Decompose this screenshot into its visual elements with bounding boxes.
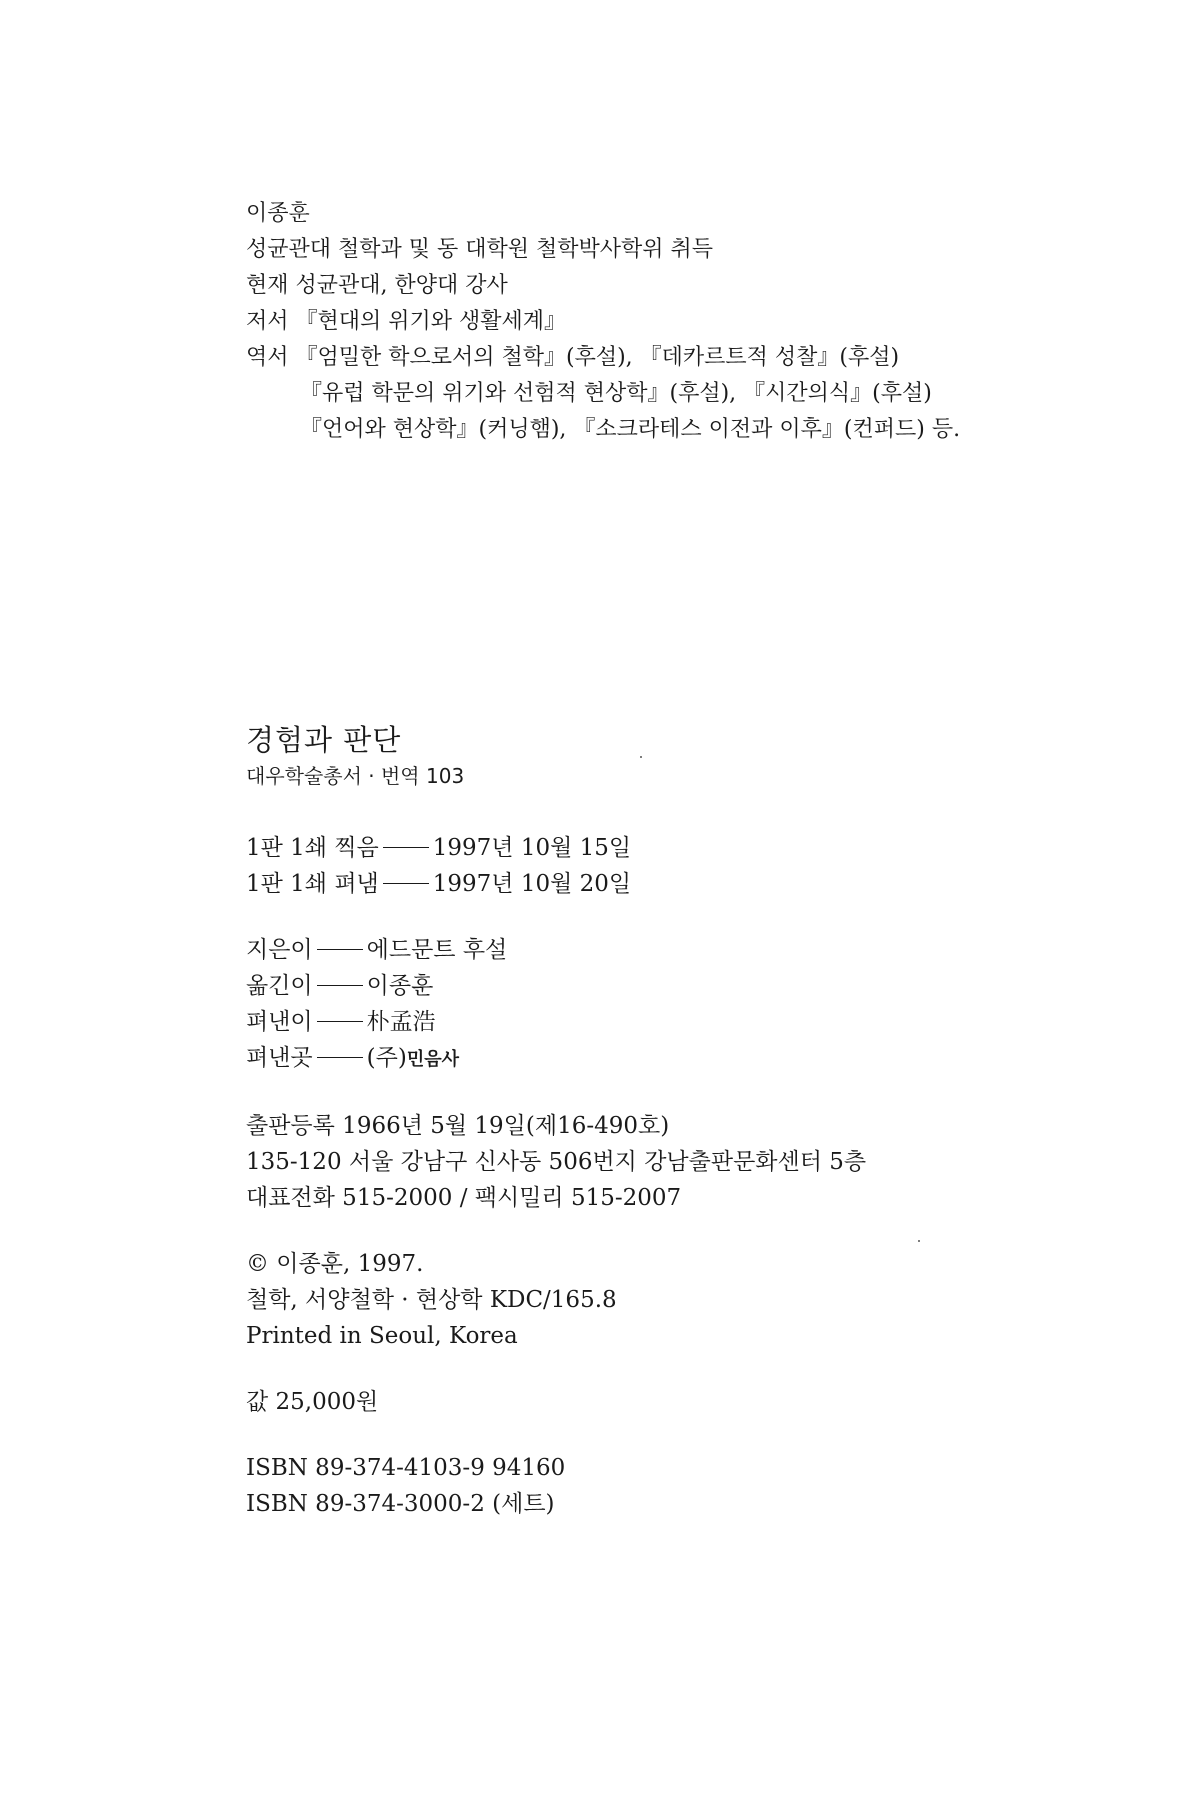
publishing-line — [246, 866, 866, 902]
em-dash — [317, 1021, 363, 1022]
bio-line-translations-cont-1: 『유럽 학문의 위기와 선험적 현상학』(후설), 『시간의식』(후설) — [300, 381, 932, 406]
printing-label: 1판 1쇄 찍음 — [246, 835, 379, 861]
isbn-block — [246, 1450, 866, 1522]
credit-publisher-person — [246, 1004, 866, 1040]
em-dash — [383, 847, 429, 848]
publisher-logo: 민음사 — [406, 1049, 459, 1070]
publisher-info — [246, 1108, 866, 1216]
credits — [246, 932, 866, 1078]
phone-fax-line: 대표전화 515-2000 / 팩시밀리 515-2007 — [246, 1185, 682, 1211]
credit-translator — [246, 968, 866, 1004]
bio-line-translations-cont-2: 『언어와 현상학』(커닝햄), 『소크라테스 이전과 이후』(컨퍼드) 등. — [300, 417, 961, 442]
registration-line: 출판등록 1966년 5월 19일(제16-490호) — [246, 1113, 670, 1139]
classification-line: 철학, 서양철학 · 현상학 KDC/165.8 — [246, 1287, 617, 1313]
em-dash — [383, 883, 429, 884]
publishing-label: 1판 1쇄 펴냄 — [246, 871, 379, 897]
scan-speck — [918, 1240, 920, 1242]
bio-line-translations: 역서 『엄밀한 학으로서의 철학』(후설), 『데카르트적 성찰』(후설) — [246, 345, 900, 370]
bio-line-position: 현재 성균관대, 한양대 강사 — [246, 273, 508, 298]
publishing-date: 1997년 10월 20일 — [432, 871, 632, 897]
credit-value: (주) — [366, 1045, 407, 1071]
credit-role: 펴낸이 — [246, 1009, 313, 1035]
isbn-line: ISBN 89-374-4103-9 94160 — [246, 1455, 566, 1481]
book-title: 경험과 판단 — [246, 723, 402, 757]
em-dash — [317, 1057, 363, 1058]
bio-line-works: 저서 『현대의 위기와 생활세계』 — [246, 309, 567, 334]
em-dash — [317, 949, 363, 950]
copyright-block — [246, 1246, 866, 1354]
credit-value: 이종훈 — [366, 973, 434, 999]
printing-history — [246, 830, 866, 902]
isbn-set-line: ISBN 89-374-3000-2 (세트) — [246, 1491, 555, 1517]
scan-speck — [640, 756, 642, 758]
credit-publisher-company — [246, 1040, 866, 1078]
bio-line-education: 성균관대 철학과 및 동 대학원 철학박사학위 취득 — [246, 237, 714, 262]
translator-name: 이종훈 — [246, 201, 310, 226]
book-series: 대우학술총서 · 번역 103 — [246, 764, 465, 788]
printing-line — [246, 830, 866, 866]
colophon — [246, 720, 866, 1522]
credit-role: 펴낸곳 — [246, 1045, 313, 1071]
credit-value: 에드문트 후설 — [366, 937, 508, 963]
printing-date: 1997년 10월 15일 — [432, 835, 632, 861]
credit-author — [246, 932, 866, 968]
address-line: 135-120 서울 강남구 신사동 506번지 강남출판문화센터 5층 — [246, 1149, 867, 1175]
credit-role: 지은이 — [246, 937, 313, 963]
printed-in-line: Printed in Seoul, Korea — [246, 1323, 518, 1349]
copyright-line: © 이종훈, 1997. — [246, 1251, 424, 1277]
translator-bio — [246, 196, 960, 448]
em-dash — [317, 985, 363, 986]
credit-value: 朴孟浩 — [366, 1009, 436, 1035]
credit-role: 옮긴이 — [246, 973, 313, 999]
price: 값 25,000원 — [246, 1389, 379, 1415]
